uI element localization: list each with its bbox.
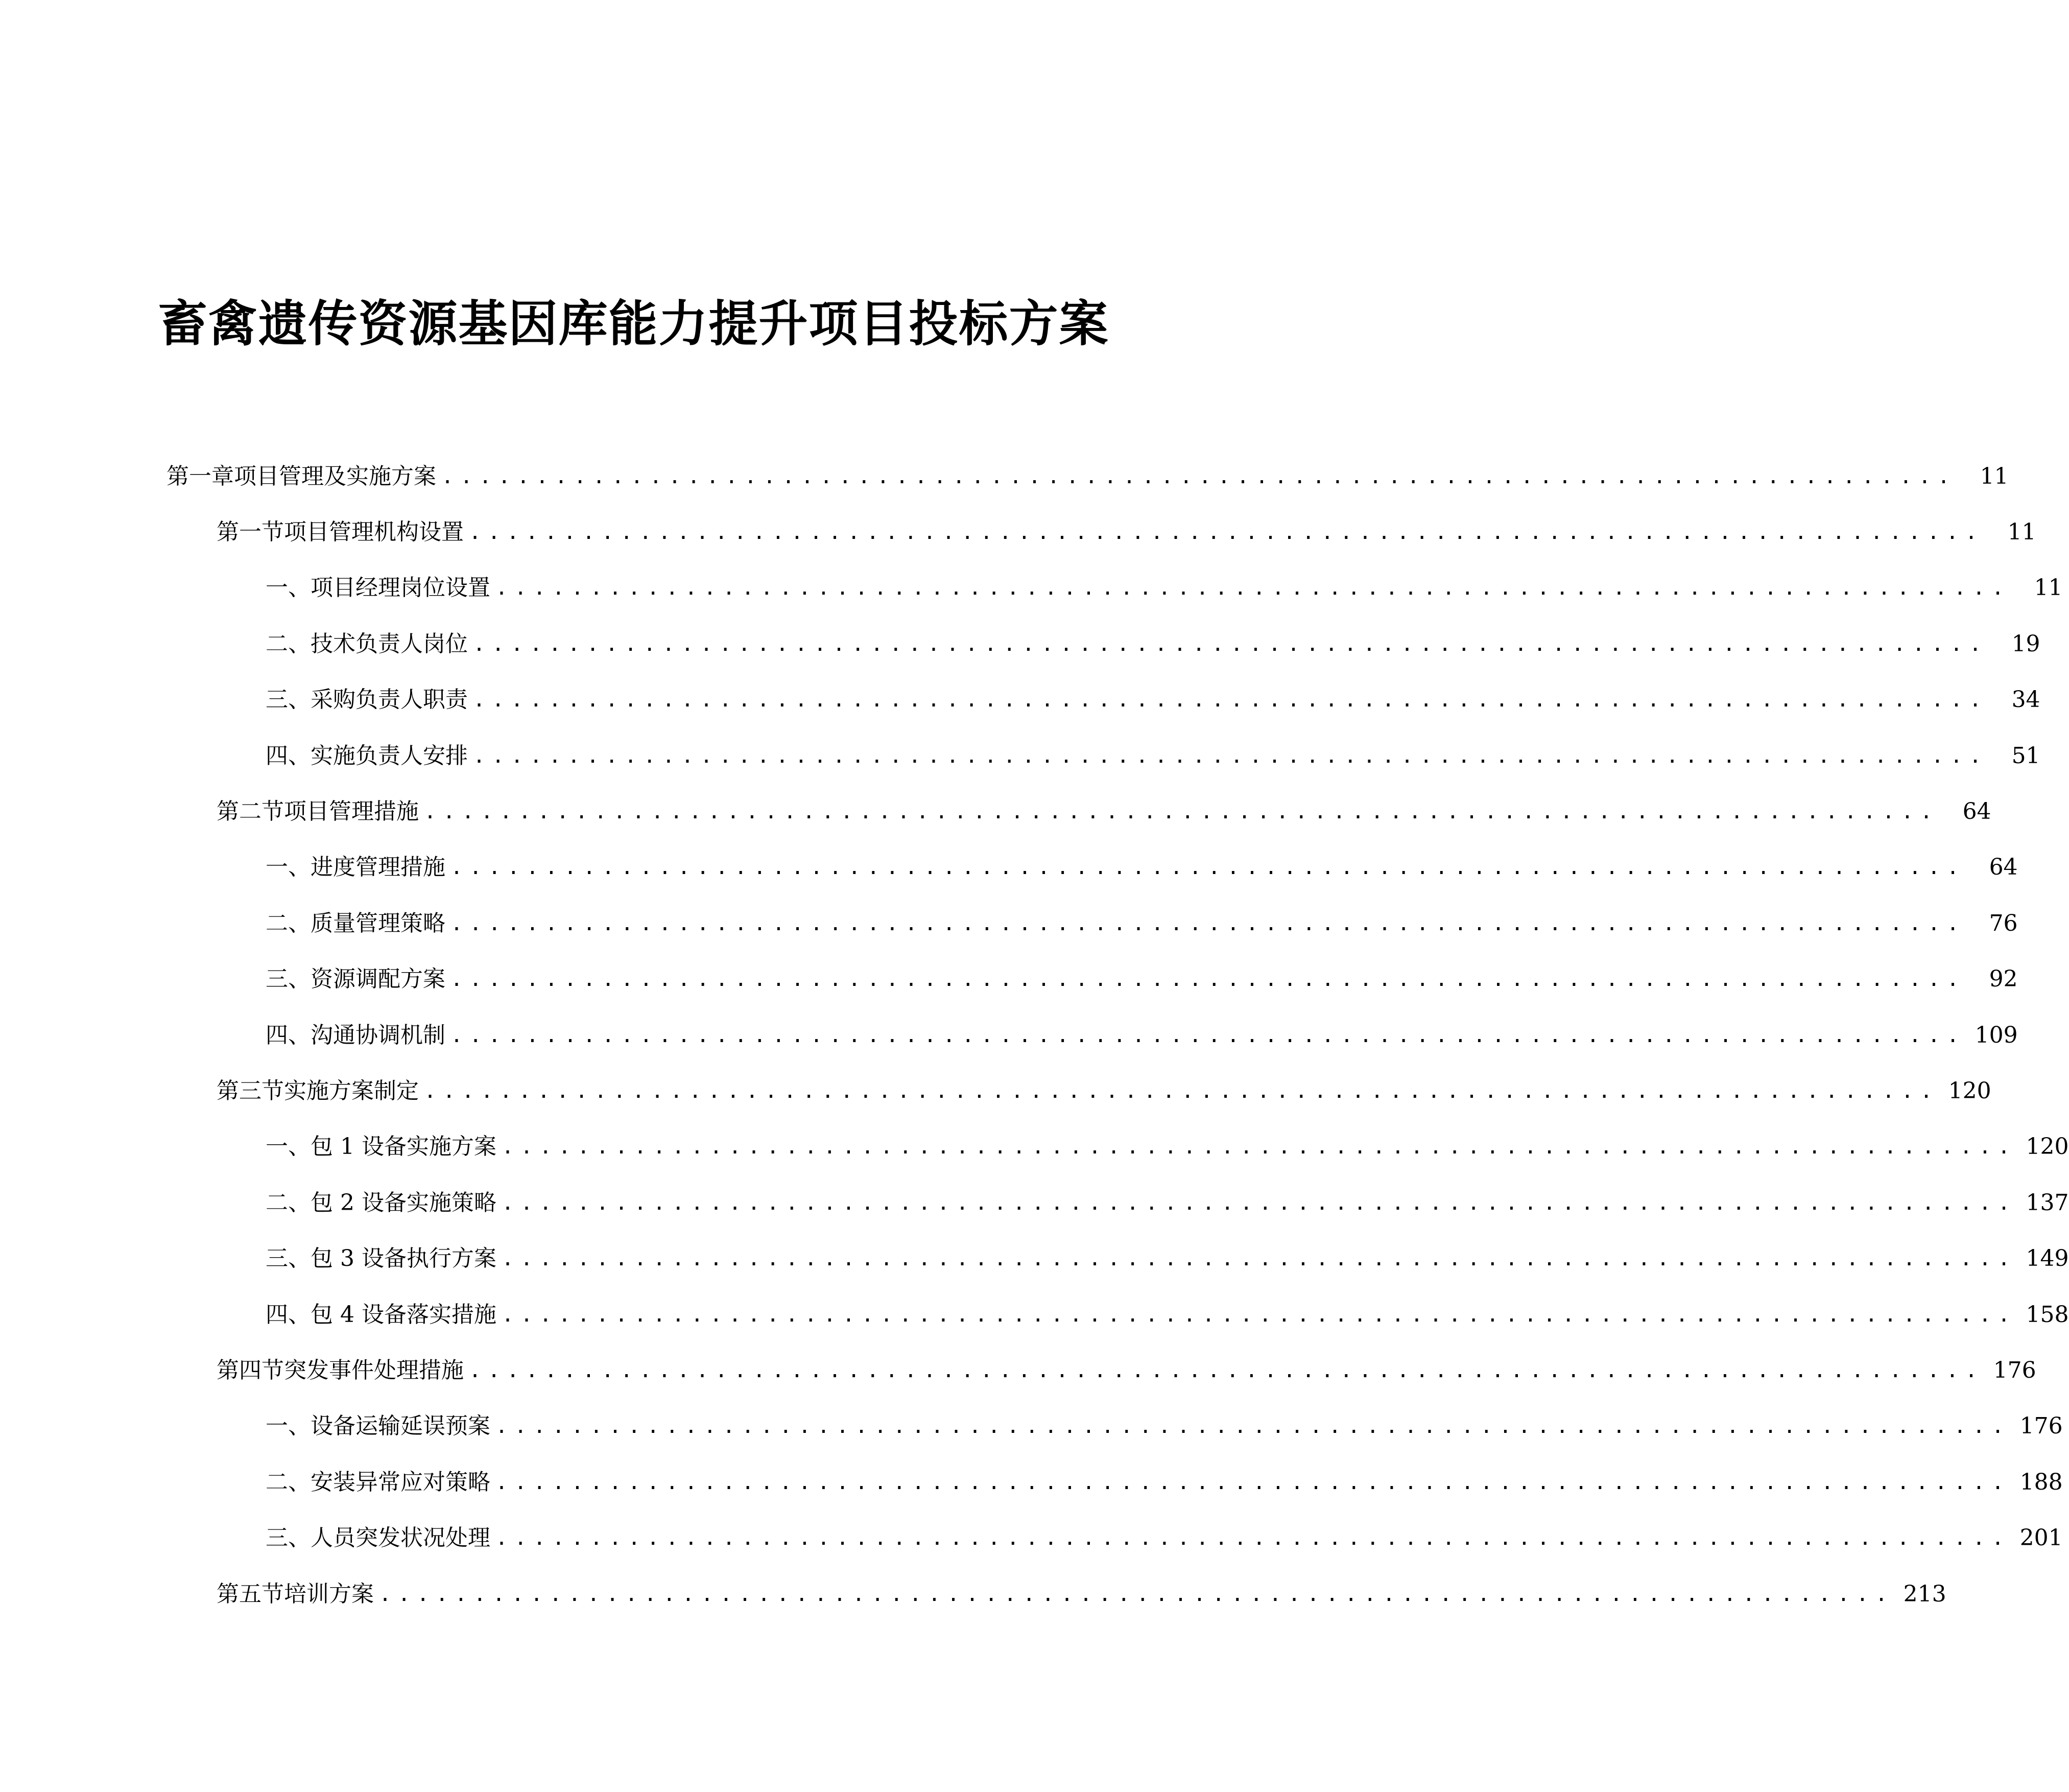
toc-entry-subsection[interactable] (0, 952, 2018, 1007)
toc-entry-page: 176 (1993, 1357, 2036, 1383)
toc-dot-leader: ................................................................................ (450, 911, 1966, 935)
toc-entry-label: 安装异常应对策略 (311, 1469, 490, 1495)
toc-entry-number: 一、 (266, 854, 311, 881)
toc-entry-label: 包 1 设备实施方案 (311, 1134, 496, 1160)
toc-entry-page: 176 (2019, 1413, 2063, 1440)
toc-dot-leader: ................................................................................ (501, 1303, 2017, 1327)
toc-entry-number: 一、 (266, 575, 311, 601)
toc-dot-leader: ................................................................................ (495, 576, 2011, 600)
toc-entry-page: 76 (1989, 910, 2018, 936)
toc-entry-number: 三、 (266, 1525, 311, 1551)
toc-entry-number: 第五节 (217, 1581, 284, 1607)
toc-entry-label: 设备运输延误预案 (311, 1413, 490, 1440)
toc-entry-page: 188 (2019, 1469, 2063, 1495)
toc-entry-subsection[interactable] (0, 616, 2040, 672)
table-of-contents (0, 449, 2069, 1622)
toc-entry-page: 11 (1980, 463, 2009, 489)
toc-entry-page: 149 (2026, 1245, 2069, 1272)
toc-entry-number: 二、 (266, 1469, 311, 1495)
toc-entry-number: 一、 (266, 1413, 311, 1440)
toc-dot-leader: ................................................................................ (450, 968, 1966, 992)
toc-entry-page: 213 (1903, 1581, 1946, 1607)
toc-entry-page: 201 (2019, 1525, 2063, 1551)
toc-entry-label: 资源调配方案 (311, 966, 445, 993)
toc-entry-section-3[interactable] (0, 1063, 1991, 1119)
toc-entry-subsection[interactable] (0, 840, 2018, 895)
toc-entry-number: 二、 (266, 910, 311, 936)
toc-entry-number: 四、 (266, 1301, 311, 1328)
toc-entry-label: 实施方案制定 (284, 1077, 419, 1104)
toc-dot-leader: ................................................................................ (495, 1526, 2011, 1550)
toc-dot-leader: ................................................................................ (501, 1247, 2017, 1271)
toc-dot-leader: ................................................................................ (441, 464, 1957, 488)
toc-entry-number: 第一节 (217, 519, 284, 546)
toc-entry-label: 进度管理措施 (311, 854, 445, 881)
toc-entry-page: 64 (1989, 854, 2018, 881)
toc-entry-subsection[interactable] (0, 1119, 2069, 1175)
toc-entry-subsection[interactable] (0, 1287, 2069, 1342)
toc-dot-leader: ................................................................................ (473, 632, 1988, 656)
toc-entry-subsection[interactable] (0, 1175, 2069, 1231)
toc-entry-number: 四、 (266, 742, 311, 769)
toc-entry-page: 34 (2011, 687, 2040, 713)
toc-entry-subsection[interactable] (0, 728, 2040, 784)
toc-entry-label: 实施负责人安排 (311, 742, 468, 769)
toc-entry-label: 采购负责人职责 (311, 687, 468, 713)
toc-entry-label: 突发事件处理措施 (284, 1357, 464, 1383)
toc-dot-leader: ................................................................................ (495, 1414, 2011, 1439)
toc-entry-page: 11 (2034, 575, 2063, 601)
toc-entry-label: 项目管理机构设置 (284, 519, 464, 546)
toc-entry-page: 51 (2011, 742, 2040, 769)
toc-entry-subsection[interactable] (0, 895, 2018, 951)
toc-entry-section-2[interactable] (0, 784, 1991, 839)
toc-entry-number: 三、 (266, 687, 311, 713)
toc-entry-page: 92 (1989, 966, 2018, 993)
toc-entry-subsection[interactable] (0, 1399, 2063, 1454)
toc-dot-leader: ................................................................................ (473, 688, 1988, 712)
document-title: 畜禽遗传资源基因库能力提升项目投标方案 (158, 295, 1109, 353)
toc-entry-chapter-1[interactable] (0, 449, 2009, 504)
toc-entry-number: 四、 (266, 1022, 311, 1048)
toc-dot-leader: ................................................................................ (495, 1470, 2011, 1494)
toc-dot-leader: ................................................................................ (473, 744, 1988, 768)
toc-entry-section-5[interactable] (0, 1566, 1946, 1622)
toc-entry-page: 64 (1962, 798, 1991, 825)
toc-entry-number: 第一章 (167, 463, 234, 489)
toc-entry-number: 第四节 (217, 1357, 284, 1383)
toc-dot-leader: ................................................................................ (469, 1358, 1984, 1382)
toc-entry-page: 109 (1975, 1022, 2018, 1048)
toc-entry-subsection[interactable] (0, 1007, 2018, 1063)
toc-dot-leader: ................................................................................ (501, 1191, 2017, 1215)
toc-entry-page: 158 (2026, 1301, 2069, 1328)
toc-entry-number: 三、 (266, 1245, 311, 1272)
toc-entry-label: 人员突发状况处理 (311, 1525, 490, 1551)
toc-entry-page: 11 (2007, 519, 2036, 546)
toc-entry-label: 项目管理及实施方案 (234, 463, 436, 489)
toc-dot-leader: ................................................................................ (450, 1023, 1966, 1047)
toc-dot-leader: ................................................................................ (379, 1582, 1894, 1606)
toc-entry-label: 质量管理策略 (311, 910, 445, 936)
toc-entry-label: 项目经理岗位设置 (311, 575, 490, 601)
toc-entry-number: 二、 (266, 630, 311, 657)
toc-entry-number: 第三节 (217, 1077, 284, 1104)
toc-entry-label: 项目管理措施 (284, 798, 419, 825)
toc-dot-leader: ................................................................................ (424, 800, 1939, 824)
toc-dot-leader: ................................................................................ (501, 1135, 2017, 1159)
toc-entry-label: 包 2 设备实施策略 (311, 1189, 496, 1216)
toc-entry-label: 技术负责人岗位 (311, 630, 468, 657)
toc-entry-subsection[interactable] (0, 672, 2040, 728)
toc-entry-subsection[interactable] (0, 1510, 2063, 1566)
toc-entry-number: 第二节 (217, 798, 284, 825)
toc-entry-section-1[interactable] (0, 504, 2036, 560)
toc-entry-page: 120 (1948, 1077, 1991, 1104)
toc-entry-section-4[interactable] (0, 1342, 2036, 1398)
toc-dot-leader: ................................................................................ (450, 856, 1966, 880)
toc-entry-number: 三、 (266, 966, 311, 993)
toc-entry-number: 一、 (266, 1134, 311, 1160)
toc-dot-leader: ................................................................................ (424, 1079, 1939, 1103)
toc-entry-page: 19 (2011, 630, 2040, 657)
toc-entry-label: 培训方案 (284, 1581, 374, 1607)
toc-entry-subsection[interactable] (0, 560, 2063, 616)
toc-entry-label: 包 4 设备落实措施 (311, 1301, 496, 1328)
toc-entry-label: 沟通协调机制 (311, 1022, 445, 1048)
toc-entry-subsection[interactable] (0, 1454, 2063, 1510)
toc-entry-label: 包 3 设备执行方案 (311, 1245, 496, 1272)
toc-entry-number: 二、 (266, 1189, 311, 1216)
toc-entry-subsection[interactable] (0, 1231, 2069, 1286)
toc-dot-leader: ................................................................................ (469, 521, 1984, 545)
toc-entry-page: 137 (2026, 1189, 2069, 1216)
toc-entry-page: 120 (2026, 1134, 2069, 1160)
